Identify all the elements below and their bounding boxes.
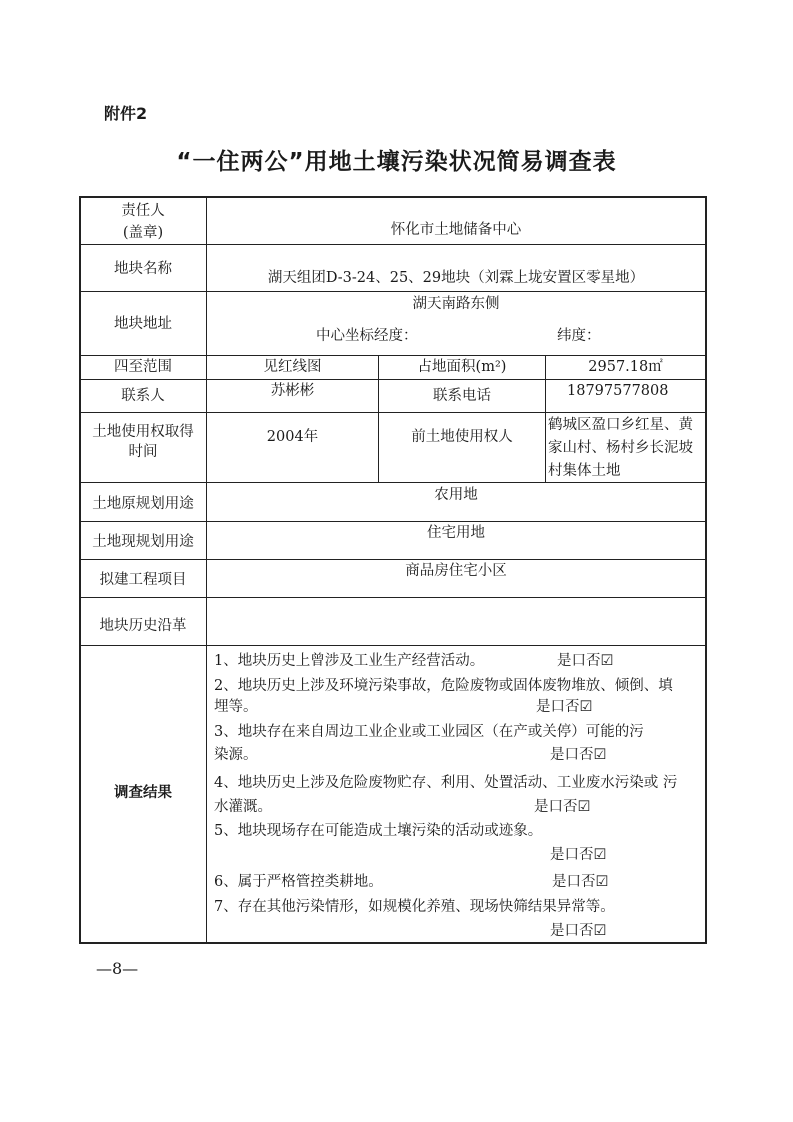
- survey-q2-yesno: 是口否☑: [536, 699, 593, 715]
- survey-q4-line2: 水灌溉。: [214, 799, 272, 815]
- row-divider: [79, 355, 707, 356]
- survey-q3-line1: 3、地块存在来自周边工业企业或工业园区（在产或关停）可能的污: [214, 724, 644, 740]
- survey-q3-yesno: 是口否☑: [550, 747, 607, 763]
- scope-value: 见红线图: [263, 359, 322, 375]
- survey-q1: 1、地块历史上曾涉及工业生产经营活动。: [214, 653, 485, 669]
- orig-use-value: 农用地: [434, 487, 478, 503]
- survey-q4-yesno: 是口否☑: [534, 799, 591, 815]
- row-divider: [79, 244, 707, 245]
- page-title: “一住两公”用地土壤污染状况简易调查表: [176, 149, 617, 175]
- table-border-bottom: [79, 942, 707, 944]
- survey-q4-line1: 4、地块历史上涉及危险废物贮存、利用、处置活动、工业废水污染或 污: [214, 775, 678, 791]
- survey-q1-yesno: 是口否☑: [557, 653, 614, 669]
- prev-user-value-2: 家山村、杨村乡长泥坡: [548, 440, 693, 456]
- checkbox-checked-icon: ☑: [577, 799, 591, 815]
- checkbox-checked-icon: ☑: [600, 653, 614, 669]
- survey-q3-line2: 染源。: [214, 747, 258, 763]
- survey-q7: 7、存在其他污染情形，如规模化养殖、现场快筛结果异常等。: [214, 899, 615, 915]
- address-value: 湖天南路东侧: [412, 296, 500, 312]
- address-label: 地块地址: [114, 316, 172, 332]
- phone-value: 18797577808: [567, 383, 669, 399]
- table-border-top: [79, 196, 707, 198]
- survey-q7-yesno: 是口否☑: [550, 923, 607, 939]
- lat-label: 纬度：: [557, 328, 601, 344]
- row-divider: [79, 645, 707, 646]
- history-label: 地块历史沿革: [99, 618, 187, 634]
- table-border-right: [705, 196, 707, 944]
- responsible-seal-label: (盖章): [122, 225, 164, 241]
- row-divider: [79, 412, 707, 413]
- survey-q5-yesno: 是口否☑: [550, 847, 607, 863]
- prev-user-label: 前土地使用权人: [411, 429, 513, 445]
- page-number: —8—: [96, 959, 139, 978]
- checkbox-checked-icon: ☑: [595, 874, 609, 890]
- acq-time-value: 2004年: [266, 429, 319, 445]
- survey-q2-line1: 2、地块历史上涉及环境污染事故，危险废物或固体废物堆放、倾倒、填: [214, 678, 673, 694]
- row-divider: [79, 291, 707, 292]
- curr-use-value: 住宅用地: [427, 525, 485, 541]
- attachment-label: 附件2: [104, 104, 148, 123]
- area-value: 2957.18㎡: [588, 359, 663, 375]
- result-label: 调查结果: [114, 785, 172, 801]
- prev-user-value-1: 鹤城区盈口乡红星、黄: [548, 417, 693, 433]
- plot-name-label: 地块名称: [114, 261, 172, 277]
- checkbox-checked-icon: ☑: [593, 923, 607, 939]
- row-divider: [79, 597, 707, 598]
- contact-value: 苏彬彬: [270, 383, 315, 399]
- project-value: 商品房住宅小区: [405, 563, 507, 579]
- responsible-label: 责任人: [121, 203, 165, 219]
- survey-q2-line2: 埋等。: [214, 699, 258, 715]
- acq-time-label: 土地使用权取得: [92, 424, 194, 440]
- project-label: 拟建工程项目: [99, 572, 187, 588]
- survey-q5: 5、地块现场存在可能造成土壤污染的活动或迹象。: [214, 823, 543, 839]
- row-divider: [79, 521, 707, 522]
- contact-label: 联系人: [121, 388, 165, 404]
- scope-label: 四至范围: [114, 359, 172, 375]
- acq-time-label-2: 时间: [128, 444, 158, 460]
- row-divider: [79, 559, 707, 560]
- survey-q6-yesno: 是口否☑: [552, 874, 609, 890]
- checkbox-checked-icon: ☑: [593, 747, 607, 763]
- area-label: 占地面积(m²): [417, 359, 507, 375]
- plot-name-value: 湖天组团D-3-24、25、29地块（刘霖上垅安置区零星地）: [267, 270, 645, 286]
- checkbox-checked-icon: ☑: [579, 699, 593, 715]
- orig-use-label: 土地原规划用途: [92, 496, 194, 512]
- responsible-value: 怀化市土地储备中心: [390, 222, 522, 238]
- phone-label: 联系电话: [433, 388, 491, 404]
- curr-use-label: 土地现规划用途: [92, 534, 194, 550]
- checkbox-checked-icon: ☑: [593, 847, 607, 863]
- coord-label: 中心坐标经度：: [316, 328, 418, 344]
- row-divider: [79, 482, 707, 483]
- row-divider: [79, 379, 707, 380]
- survey-q6: 6、属于严格管控类耕地。: [214, 874, 383, 890]
- prev-user-value-3: 村集体土地: [548, 463, 621, 479]
